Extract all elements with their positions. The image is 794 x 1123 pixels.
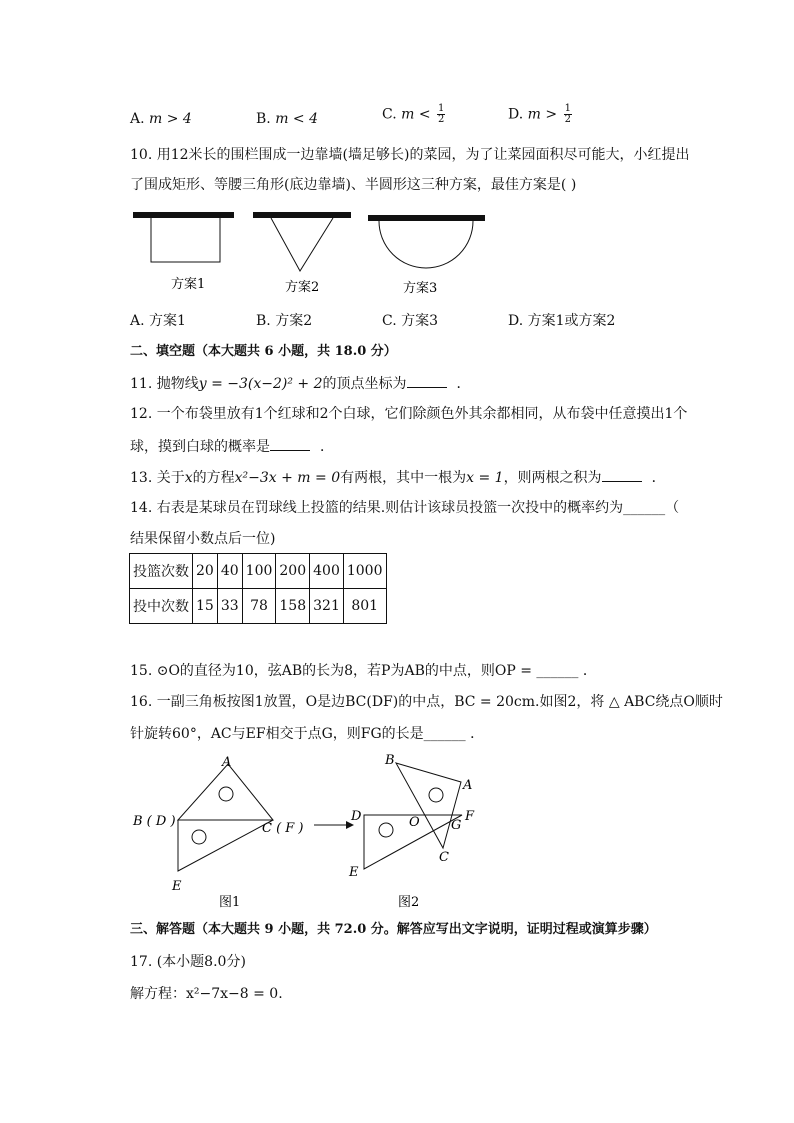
scheme1-label: 方案1: [171, 277, 206, 292]
answer-blank: [407, 373, 447, 388]
table-cell: 40: [217, 554, 242, 589]
q9-option-c: C. m < $\frac{1}{2}$: [382, 103, 445, 125]
q13: 13. 关于x的方程x²−3x + m = 0有两根，其中一根为x = 1，则两根之积为 ．: [130, 467, 666, 487]
fig1-triangle-abc: [178, 764, 273, 820]
scheme3-label: 方案3: [403, 281, 438, 296]
fraction: $\frac{1}{2}$: [438, 103, 445, 125]
q9-option-a: A. m > 4: [130, 111, 192, 127]
wall-1: [133, 212, 234, 218]
table-cell: 20: [193, 554, 218, 589]
fig2-hole-circle: [429, 788, 443, 802]
fig1-label-bd: B ( D ): [133, 814, 176, 829]
q10-option-b: B. 方案2: [256, 313, 313, 329]
table-header-cell: 投中次数: [130, 589, 193, 624]
table-row: [130, 589, 387, 624]
q14-line1: 14. 右表是某球员在罚球线上投篮的结果.则估计该球员投篮一次投中的概率约为______（: [130, 500, 680, 516]
fig2-caption: 图2: [398, 895, 420, 910]
q12-line1: 12. 一个布袋里放有1个红球和2个白球，它们除颜色外其余都相同，从布袋中任意摸出1个: [130, 406, 688, 422]
fraction: $\frac{1}{2}$: [564, 103, 571, 125]
q10-line1: 10. 用12米长的围栏围成一边靠墙(墙足够长)的菜园，为了让菜园面积尽可能大，小红提出: [130, 147, 690, 163]
table-cell: 1000: [343, 554, 386, 589]
q9-option-d: D. m > $\frac{1}{2}$: [508, 103, 571, 125]
q16-line2: 针旋转60°，AC与EF相交于点G，则FG的长是______ ．: [130, 726, 485, 742]
fig2-label-b: B: [385, 753, 395, 768]
wall-2: [253, 212, 351, 218]
answer-blank: [270, 436, 310, 451]
table-cell: 801: [343, 589, 386, 624]
q10-option-a: A. 方案1: [130, 313, 186, 329]
table-cell: 33: [217, 589, 242, 624]
rectangle-fence: [151, 218, 220, 262]
table-cell: 400: [310, 554, 344, 589]
q15: 15. ⊙O的直径为10，弦AB的长为8，若P为AB的中点，则OP = ______ ．: [130, 663, 597, 679]
fig2-label-e: E: [349, 865, 359, 880]
q16-triangle-figures: [125, 750, 485, 915]
fig2-label-o: O: [409, 815, 420, 830]
table-cell: 100: [242, 554, 276, 589]
fig2-hole-circle: [379, 823, 393, 837]
q12-line2: 球，摸到白球的概率是 ．: [130, 436, 334, 456]
section3-title: 三、解答题（本大题共 9 小题，共 72.0 分。解答应写出文字说明，证明过程或演算步骤）: [130, 922, 657, 937]
triangle-fence: [271, 218, 333, 271]
fig1-label-e: E: [172, 879, 182, 894]
table-cell: 321: [310, 589, 344, 624]
fig2-triangle-abc: [396, 763, 461, 848]
fig1-label-a: A: [222, 755, 232, 770]
shooting-results-table: [129, 553, 387, 624]
q10-option-c: C. 方案3: [382, 313, 439, 329]
fig2-label-d: D: [351, 809, 362, 824]
q16-line1: 16. 一副三角板按图1放置，O是边BC(DF)的中点，BC = 20cm.如图2，将 △ ABC绕点O顺时: [130, 694, 723, 710]
fig1-triangle-def: [178, 820, 273, 871]
scheme2-label: 方案2: [285, 280, 320, 295]
answer-blank: [602, 467, 642, 482]
section2-title: 二、填空题（本大题共 6 小题，共 18.0 分）: [130, 344, 397, 359]
q10-schemes-figure: [125, 205, 495, 300]
table-cell: 200: [276, 554, 310, 589]
q14-line2: 结果保留小数点后一位): [130, 531, 276, 547]
table-cell: 15: [193, 589, 218, 624]
table-header-cell: 投篮次数: [130, 554, 193, 589]
fig1-hole-circle: [219, 787, 233, 801]
q10-line2: 了围成矩形、等腰三角形(底边靠墙)、半圆形这三种方案，最佳方案是( ): [130, 177, 577, 193]
fig2-label-g: G: [451, 818, 462, 833]
wall-3: [368, 215, 485, 221]
q9-option-b: B. m < 4: [256, 111, 319, 127]
table-row: [130, 554, 387, 589]
fig2-label-c: C: [439, 850, 449, 865]
fig1-caption: 图1: [219, 895, 241, 910]
table-cell: 158: [276, 589, 310, 624]
q10-option-d: D. 方案1或方案2: [508, 313, 616, 329]
fig2-label-a: A: [463, 778, 473, 793]
table-cell: 78: [242, 589, 276, 624]
semicircle-fence: [379, 221, 473, 268]
q17-body: 解方程：x²−7x−8 = 0.: [130, 986, 283, 1002]
q17-title: 17. (本小题8.0分): [130, 954, 246, 970]
q11: 11. 抛物线y = −3(x−2)² + 2的顶点坐标为 ．: [130, 373, 471, 393]
fig1-label-cf: C ( F ): [262, 821, 304, 836]
fig2-label-f: F: [465, 809, 475, 824]
fig1-hole-circle: [192, 830, 206, 844]
